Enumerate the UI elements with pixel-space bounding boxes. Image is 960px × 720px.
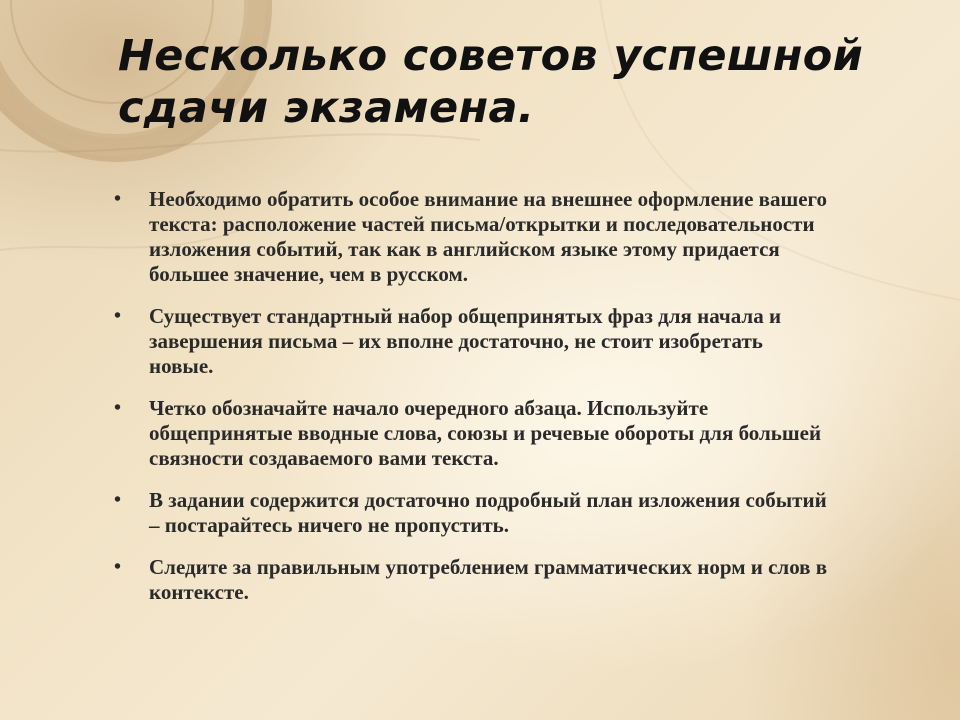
slide-content xyxy=(112,187,832,622)
bullet-item: • Существует стандартный набор общепринятых фраз для начала и завершения письма – их вполне достаточно, не стоит изобретать новые. xyxy=(112,304,832,379)
bullet-item: • Четко обозначайте начало очередного абзаца. Используйте общепринятые вводные слова, союзы и речевые обороты для большей связности создаваемого вами текста. xyxy=(112,396,832,471)
bullet-item: • Следите за правильным употреблением грамматических норм и слов в контексте. xyxy=(112,555,832,605)
bullet-list xyxy=(112,187,832,605)
bullet-item: • Необходимо обратить особое внимание на внешнее оформление вашего текста: расположение частей письма/открытки и последовательности изложения событий, так как в английском языке этому придается большее значение, чем в русском. xyxy=(112,187,832,287)
slide-title: Несколько советов успешной сдачи экзамена. xyxy=(118,31,864,133)
bullet-item: • В задании содержится достаточно подробный план изложения событий – постарайтесь ничего не пропустить. xyxy=(112,488,832,538)
